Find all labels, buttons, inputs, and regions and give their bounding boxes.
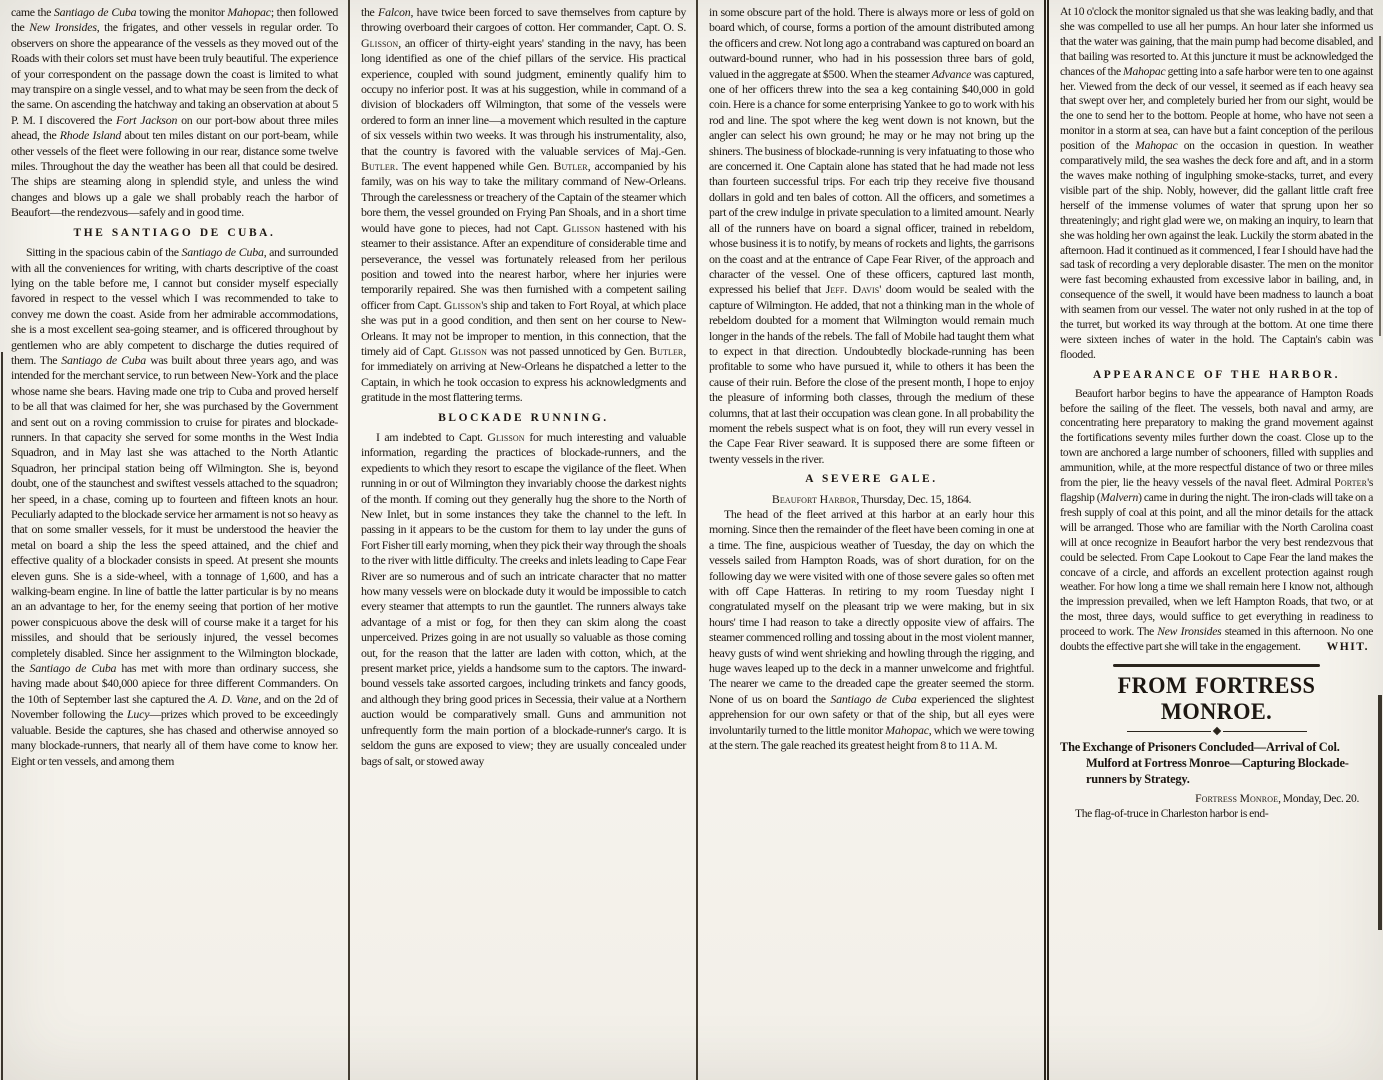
column-rule [1379,36,1381,336]
article-paragraph: At 10 o'clock the monitor signaled us that she was leaking badly, and that she was compelled to use all her pumps. An hour later she informed us that the water was gaining, that the main pump had become disabled, and that bailing was resorted to. At this juncture it must be acknowledged the chances of the Mahopac getting into a safe harbor were ten to one against her. Viewed from the deck of our vessel, it seemed as if each heavy sea that swept over her, and completely buried her from our sight, would be the one to send her to the bottom. People at home, who have not seen a monitor in a storm at sea, can have but a faint conception of the perilous position of the Mahopac on the occasion in question. In weather comparatively mild, the sea washes the deck fore and aft, and in a storm the waves make nothing of ingulphing smoke-stacks, turret, and every visible part of the ship. Nobly, however, did the gallant little craft free herself of the immense volumes of water that sprung upon her so threateningly; and right glad were we, on making an inquiry, to learn that she was holding her own against the leak. Luckily the storm abated in the afternoon. Had it continued as it commenced, I fear I should have had the sad task of recording a very deplorable disaster. The men on the monitor were fast becoming exhausted from excessive labor in bailing, and, in consequence of the swell, it would have been madness to launch a boat with seamen from our vessel. The water not only rushed in at the top of the turret, but worked its way through at the bottom. At one time there were sixteen inches of water in the hold. The Captain's cabin was flooded. [1060,5,1373,361]
small-caps-name: Butler [649,343,684,358]
diamond-icon [1212,727,1220,735]
small-caps-name: Porter [1334,476,1368,490]
small-caps-name: Glisson [443,297,482,312]
newspaper-column-3 [696,0,1044,1080]
article-headline: FROM FORTRESS MONROE. [1117,672,1316,724]
small-caps-name: Glisson [361,35,399,50]
small-caps-name: Butler [361,159,396,174]
ornament-line [1223,731,1307,733]
small-caps-name: Beaufort Harbor [771,491,857,506]
newspaper-column-1 [0,0,348,1080]
dateline: Fortress Monroe, Monday, Dec. 20. [1195,792,1359,806]
section-heading: APPEARANCE OF THE HARBOR. [1092,368,1341,381]
ornament-line [1127,731,1211,733]
small-caps-name: Jeff. Davis [825,282,880,297]
column-rule [1378,695,1382,930]
article-paragraph: The head of the fleet arrived at this harbor at an early hour this morning. Since then the remainder of the fleet have been coming in one at a time. The fine, auspicious weather of Tuesday, the day on which the vessels sailed from Hampton Roads, was of short duration, for on the following day we were visited with one of those severe gales so often met with off Cape Hatteras. In retiring to my room Tuesday night I congratulated myself on the pleasant trip we were making, but in six hours' time I had reason to take a directly opposite view of affairs. The steamer commenced rolling and tossing about in the most violent manner, heavy gusts of wind went shrieking and howling through the rigging, and huge waves leaped up to the deck in a manner unwelcome and frightful. The nearer we came to the dreaded cape the greater seemed the storm. None of us on board the Santiago de Cuba experienced the slightest apprehension for our own safety or that of the ship, but all eyes were involuntarily turned to the little monitor Mahopac, which we were towing at the stern. The gale reached its greatest height from 8 to 11 A. M. [709,507,1035,753]
small-caps-name: Glisson [449,343,487,358]
article-paragraph: The flag-of-truce in Charleston harbor is end- [1075,807,1269,821]
article-subheadline: The Exchange of Prisoners Concluded—Arrival of Col. Mulford at Fortress Monroe—Capturing Blockade-runners by Strategy. [1060,740,1349,786]
column-rule [1,352,3,1080]
headline-top-rule [1113,664,1320,667]
article-paragraph: Sitting in the spacious cabin of the Santiago de Cuba, and surrounded with all the conveniences for writing, with charts descriptive of the coast lying on the table before me, I cannot but consider myself especially favored in respect to the vessel which I was recommended to take to convey me down the coast. Aside from her admirable accommodations, she is a most excellent sea-going steamer, and is officered throughout by gentlemen who are ably competent to discharge the duties required of them. The Santiago de Cuba was built about three years ago, and was intended for the merchant service, to run between New-York and the place whose name she bears. Having made one trip to Cuba and proved herself to be all that was claimed for her, she was purchased by the Government and sent out on a roving commission to cruise for pirates and blockade-runners. In that capacity she served for some months in the West India Squadron, and in May last she was attached to the North Atlantic Squadron, her principal station being off Wilmington. She is, beyond doubt, one of the staunchest and swiftest vessels attached to the squadron; her speed, in a chase, coming up to fourteen and fifteen knots an hour. Peculiarly adapted to the blockade service her armament is not so heavy as that on some smaller vessels, for it must be understood the heavier the metal on board a ship the less the speed attained, and the chief and effective quality of a blockader consists in speed. At present she mounts eleven guns. She is a side-wheel, with a tonnage of 1,600, and has a walking-beam engine. In line of battle the latter particular is by no means an an advantage to her, for the enemy seeing that portion of her motive power conspicuous above the desk will of course make it a target for his missiles, and should that be seriously injured, the vessel becomes completely disabled. Since her assignment to the Wilmington blockade, the Santiago de Cuba has met with more than ordinary success, she having made about $40,000 apiece for three different Commanders. On the 10th of September last she captured the A. D. Vane, and on the 2d of November following the Lucy—prizes which proved to be exceedingly valuable. Beside the captures, she has chased and otherwise annoyed so many blockade-runners, that nearly all of them have come to know her. Eight or ten vessels, and among them [11,245,339,768]
section-heading: THE SANTIAGO DE CUBA. [73,226,276,239]
small-caps-name: Glisson [562,220,601,235]
headline-ornament [1127,728,1307,734]
correspondent-signature: WHIT. [1326,640,1369,654]
small-caps-name: Glisson [487,429,525,444]
article-paragraph: came the Santiago de Cuba towing the monitor Mahopac; then followed the New Ironsides, the frigates, and other vessels in regular order. To observers on shore the appearance of the vessels as they moved out of the Roads with their colors set must have been truly beautiful. The experience of your correspondent on the passage down the coast is limited to what may transpire on a single vessel, and to what may be seen from the deck of the same. On ascending the hatchway and taking an observation at about 5 P. M. I discovered the Fort Jackson on our port-bow about three miles ahead, the Rhode Island about ten miles distant on our port-beam, while other vessels of the fleet were following in our rear, distance some twelve miles. Throughout the day the weather has been all that could be desired. The ships are steaming along in splendid style, and unless the wind changes and blows up a gale we shall probably reach the harbor of Beaufort—the rendezvous—safely and in good time. [11,5,339,220]
section-heading: BLOCKADE RUNNING. [438,411,609,424]
dateline: Beaufort Harbor, Thursday, Dec. 15, 1864. [771,491,972,506]
article-paragraph: Beaufort harbor begins to have the appearance of Hampton Roads before the sailing of the fleet. The vessels, both naval and army, are concentrating here preparatory to making the grand movement against the fortifications seventy miles further down the coast. Close up to the town are anchored a large number of schooners, filled with supplies and ammunition, while, at the more respectful distance of two or three miles from the pier, lie the heavy vessels of the naval fleet. Admiral Porter's flagship (Malvern) came in during the night. The iron-clads will take on a fresh supply of coal at this point, and all the minor details for the attack will be arranged. Those who are familiar with the North Carolina coast will at once recognize in Beaufort harbor the very best rendezvous that could be selected. From Cape Lookout to Cape Fear the land makes the concave of a circle, and affords an excellent protection against rough weather. For how long a time we shall remain here I know not, although the impression prevailed, when we left Hampton Roads, that two, or at the most, three days, would suffice to get everything in readiness to proceed to work. The New Ironsides steamed in this afternoon. No one doubts the effective part she will take in the engagement. WHIT. [1060,386,1374,654]
newspaper-column-4 [1044,0,1383,1080]
newspaper-column-2 [348,0,696,1080]
article-paragraph: the Falcon, have twice been forced to save themselves from capture by throwing overboard their cargoes of cotton. Her commander, Capt. O. S. Glisson, an officer of thirty-eight years' standing in the navy, has been long identified as one of the chief pillars of the service. His practical experience, coupled with sound judgment, eminently qualify him to occupy no inferior post. It was at his suggestion, while in command of a division of blockaders off Wilmington, that some of the vessels were ordered to form an inner line—a movement which resulted in the capture of six vessels within two weeks. It was through his instrumentality, also, that the country is favored with the valuable services of Maj.-Gen. Butler. The event happened while Gen. Butler, accompanied by his family, was on his way to take the military command of New-Orleans. Through the carelessness or treachery of the Captain of the steamer which bore them, the vessel grounded on Frying Pan Shoals, and in a short time would have gone to pieces, had not Capt. Glisson hastened with his steamer to their assistance. After an expenditure of considerable time and perseverance, the vessel was fortunately released from her perilous position and towed into the nearest harbor, where her injuries were temporarily repaired. She was then furnished with a competent sailing officer from Capt. Glisson's ship and taken to Fort Royal, at which place she was put in a good condition, and then sent on her course to New-Orleans. It may not be improper to mention, in this connection, that the timely aid of Capt. Glisson was not passed unnoticed by Gen. Butler, for immediately on arriving at New-Orleans he dispatched a letter to the Captain, in which he took occasion to express his acknowledgments and gratitude in the most flattering terms. [361,5,686,405]
article-paragraph: I am indebted to Capt. Glisson for much interesting and valuable information, regarding the practices of blockade-runners, and the expedients to which they resort to escape the vigilance of the fleet. When running in or out of Wilmington they invariably choose the darkest nights of the month. If coming out they generally hug the shore to the North of New Inlet, but in some instances they take the channel to the left. In passing in it appears to be the custom for them to lay under the guns of Fort Fisher till early morning, when they pick their way through the shoals to the river with little difficulty. The creeks and inlets leading to Cape Fear River are so numerous and of such an intricate character that no matter how many vessels were on blockade duty it would be impossible to catch every steamer that attempts to run the gauntlet. The runners always take advantage of a mist or fog, for then they can skim along the coast unperceived. Prizes going in are not usually so valuable as those coming out, for the reason that the latter are laden with cotton, which, at the present market price, yields a handsome sum to the captors. The inward-bound vessels take assorted cargoes, including trinkets and fancy goods, and although they bring good prices in Secessia, their value at a Northern auction would be comparatively small. Guns and ammunition not unfrequently form the main portion of a blockade-runner's cargo. It is seldom the guns are exposed to view; they are usually concealed under bags of salt, or stowed away [361,429,686,768]
article-paragraph: in some obscure part of the hold. There is always more or less of gold on board which, of course, forms a portion of the amount distributed among the officers and crew. Not long ago a contraband was captured on board an outward-bound runner, who had in his possession three bars of gold, valued in the aggregate at $500. When the steamer Advance was captured, one of her officers threw into the sea a keg containing $40,000 in gold coin. Here is a chance for some enterprising Yankee to go to work with his rod and line. The spot where the keg went down is not known, but the angler can select his own ground; he may or he may not bring up the shiners. The business of blockade-running is very infatuating to those who are concerned it. One Captain alone has stated that he had made not less than fourteen successful trips. For each trip they receive five thousand dollars in gold and ten bales of cotton. All the officers, and sometimes a part of the crew indulge in private speculation to a limited amount. Nearly all of the runners have on board a signal officer, trained in rebeldom, whose business it is to notify, by means of rockets and lights, the garrisons on the coast and at the entrance of Cape Fear River, of the approach and character of the vessel. One of these officers, captured last month, expressed his belief that Jeff. Davis' doom would be sealed with the capture of Wilmington. He added, that not a thinking man in the whole of rebeldom doubted for a moment that Wilmington would remain much longer in the hands of the rebels. The fall of Mobile had taught them what to expect in that direction. Undoubtedly blockade-running has been profitable to some who have pursued it, while to others it has been the cause of their ruin. Before the close of the present month, I hope to enjoy the pleasure of informing both classes, through the medium of these columns, that at last their occupation was clean gone. In all probability the moment the rebels suspect what is on foot, they will run every vessel in the Cape Fear River seaward. It is supposed there are some fifteen or twenty vessels in the river. [709,5,1034,466]
small-caps-name: Fortress Monroe [1195,792,1279,806]
section-heading: A SEVERE GALE. [805,473,938,486]
small-caps-name: Butler [553,159,588,174]
